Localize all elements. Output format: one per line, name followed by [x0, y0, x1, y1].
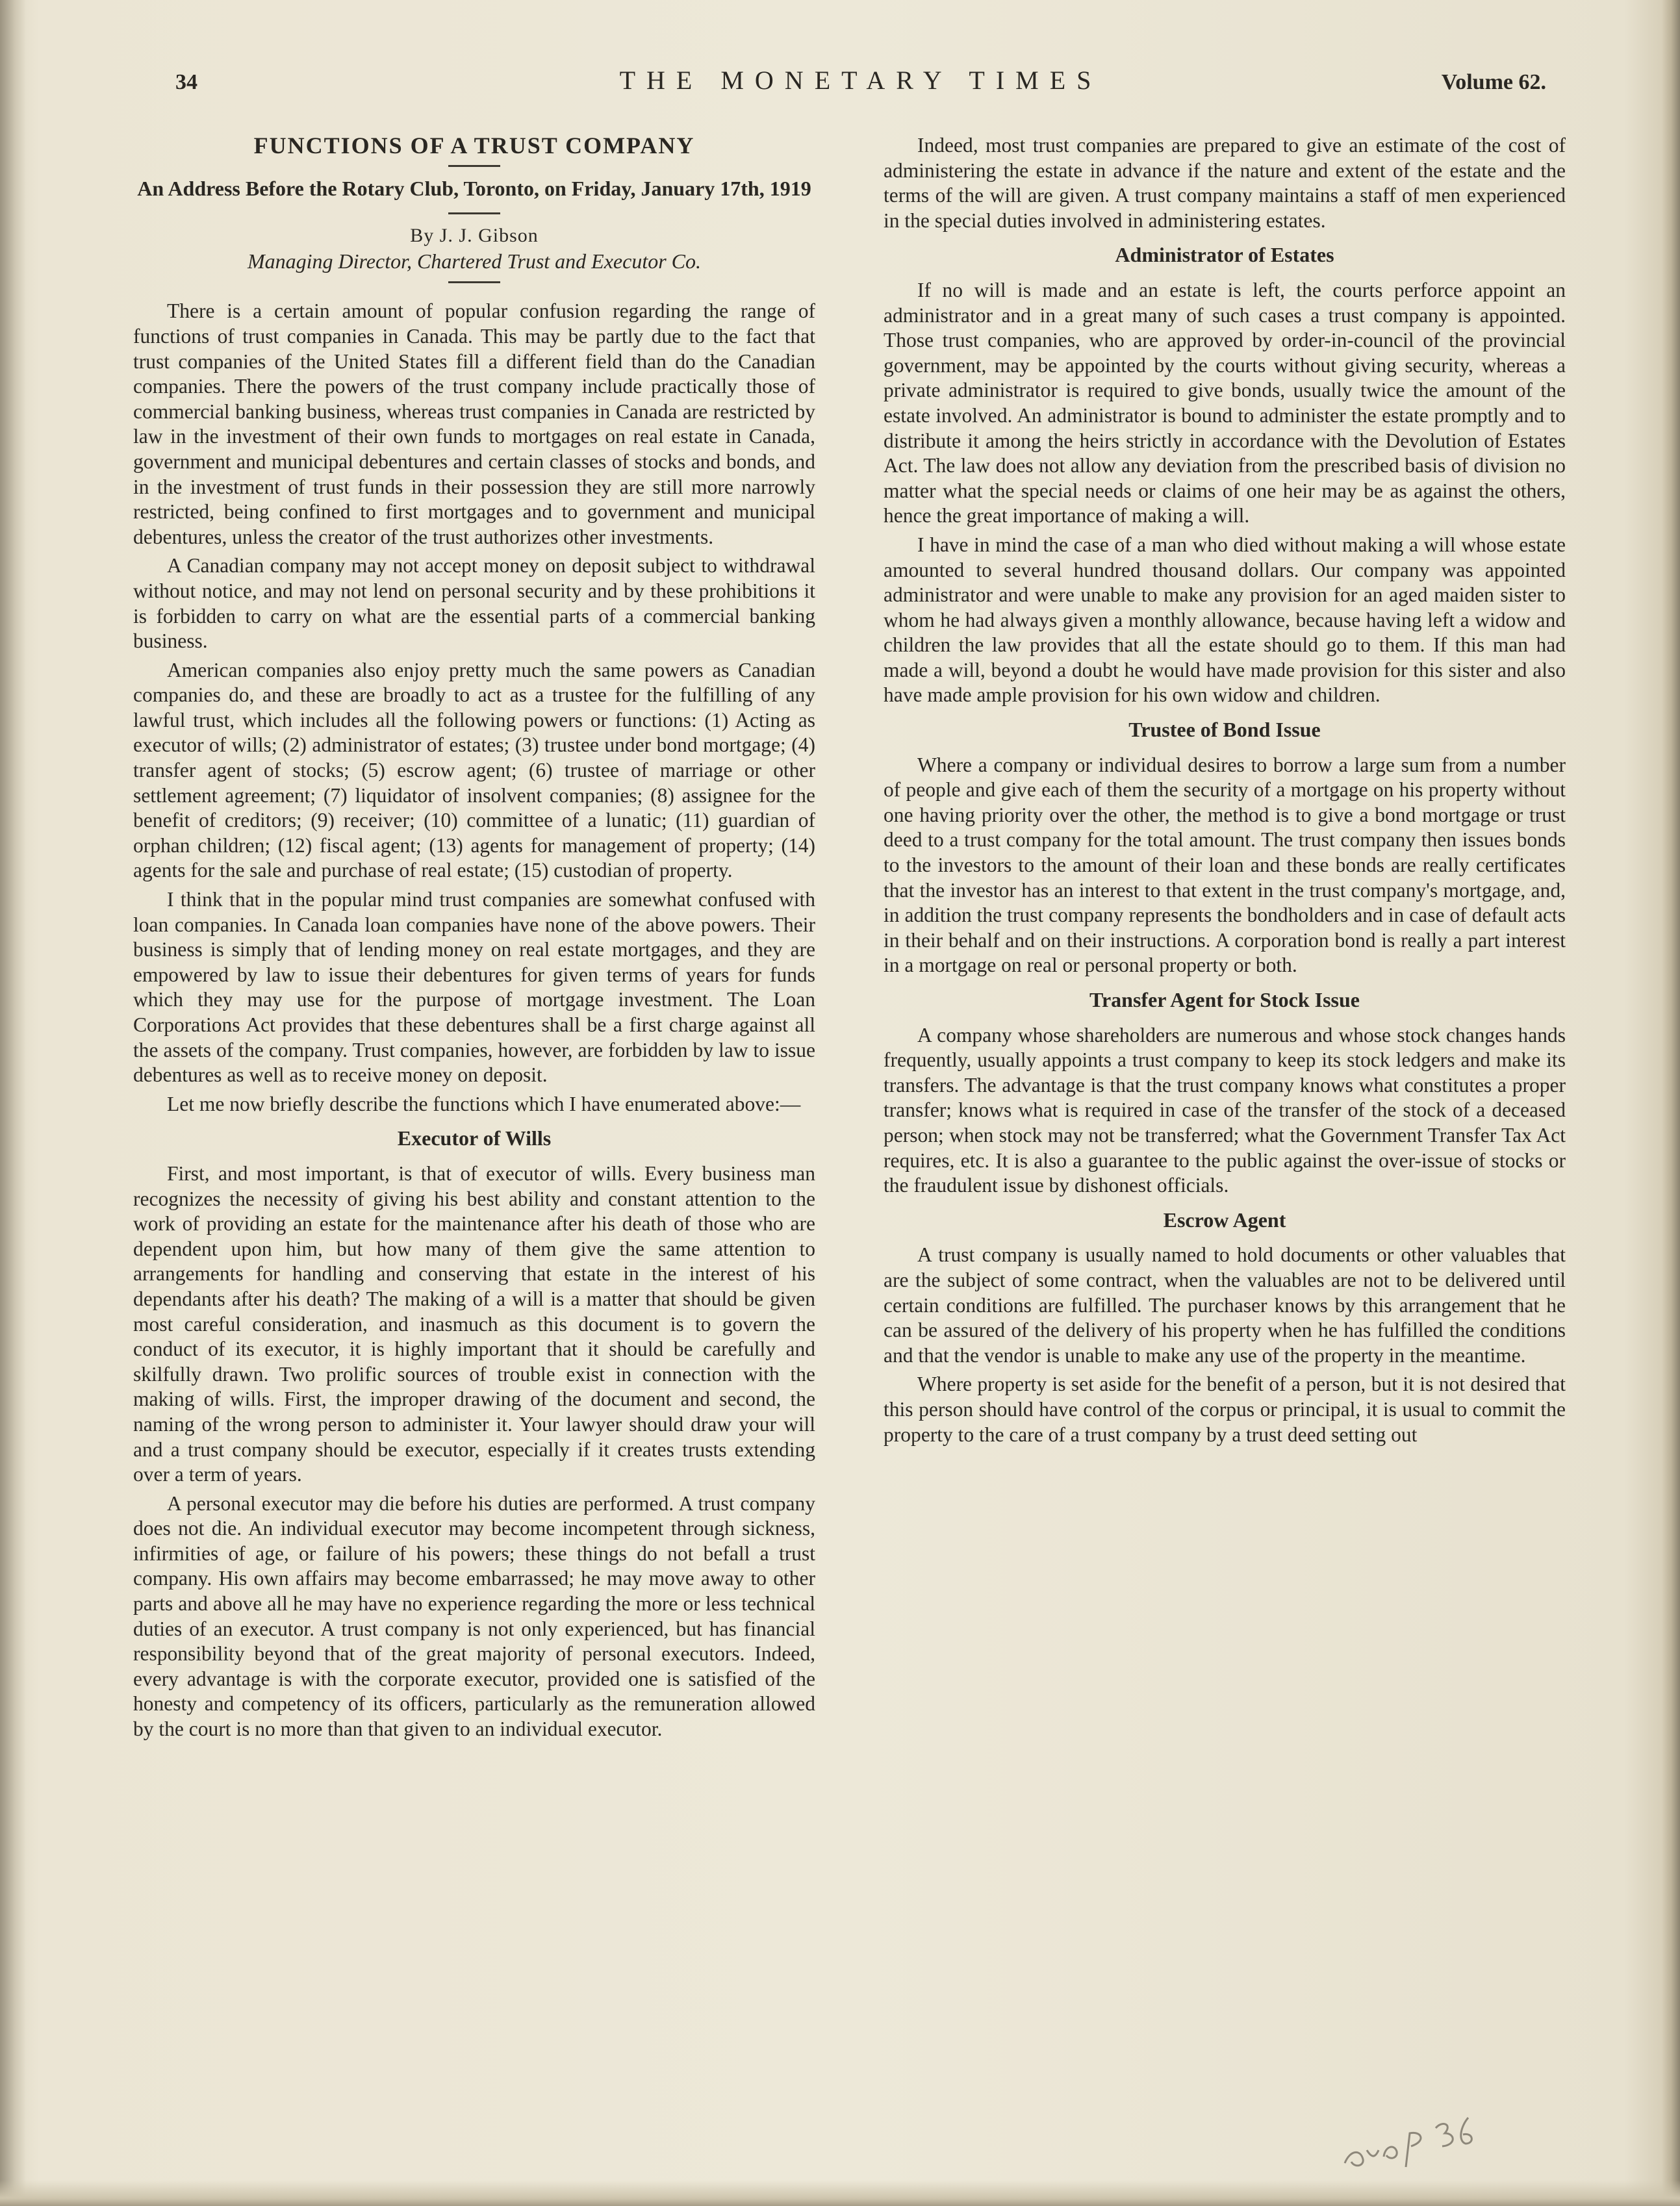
paragraph: A trust company is usually named to hold documents or other valuables that are the subject of some contract, when the valuables are not to be delivered until certain conditions are fulfilled. The purchaser knows by this arrangement that he can be assured of the delivery of his property when he has fulfilled the conditions and that the vendor is unable to make any use of the property in the meantime.	[884, 1243, 1566, 1367]
title-rule	[448, 165, 500, 167]
page-edge-bottom	[0, 2180, 1680, 2206]
paragraph: First, and most important, is that of executor of wills. Every business man recognizes the necessity of giving his best ability and constant attention to the work of providing an estate for the maintenance after his death of those who are dependent upon him, but how many of them give the same attention to arrangements for handling and conserving that estate in the interest of his dependants after his death? The making of a will is a matter that should be given most careful consideration, and inasmuch as this document is to govern the conduct of its executor, it is highly important that it should be carefully and skilfully drawn. Two prolific sources of trouble exist in connection with the making of wills. First, the improper drawing of the document and second, the naming of the wrong person to administer it. Your lawyer should draw your will and a trust company should be executor, especially if it creates trusts extending over a term of years.	[133, 1161, 815, 1486]
section-heading-administrator: Administrator of Estates	[1115, 243, 1334, 267]
section-heading-transfer-agent: Transfer Agent for Stock Issue	[1089, 988, 1360, 1011]
article-title: FUNCTIONS OF A TRUST COMPANY	[253, 133, 695, 158]
paragraph: Let me now briefly describe the functions which I have enumerated above:—	[167, 1092, 801, 1115]
author-byline: By J. J. Gibson	[410, 225, 539, 247]
article-subtitle: An Address Before the Rotary Club, Toronto, on Friday, January 17th, 1919	[137, 176, 811, 200]
handwritten-pencil-note	[1338, 2105, 1481, 2176]
paragraph: Indeed, most trust companies are prepared to give an estimate of the cost of administering the estate in advance if the nature and extent of the estate and the terms of the will are given. A trust company maintains a staff of men experienced in the special duties involved in administering estates.	[884, 134, 1566, 232]
section-heading-escrow: Escrow Agent	[1163, 1208, 1286, 1232]
section-heading-bond-trustee: Trustee of Bond Issue	[1128, 718, 1321, 742]
paragraph: I have in mind the case of a man who died without making a will whose estate amounted to several hundred thousand dollars. Our company was appointed administrator and were unable to make any provision for an aged maiden sister to whom he had always given a monthly allowance, because having left a widow and children the law provides that all the estate should go to them. If this man had made a will, beyond a doubt he would have made provision for this sister and also have made ample provision for his own widow and children.	[884, 533, 1566, 707]
paragraph: A personal executor may die before his duties are performed. A trust company does not die. An individual executor may become incompetent through sickness, infirmities of age, or failure of his powers; these things do not befall a trust company. His own affairs may become embarrassed; he may move away to other parts and above all he may have no experience regarding the more or less technical duties of an executor. A trust company is not only experienced, but has financial responsibility beyond that of the great majority of personal executors. Indeed, every advantage is with the corporate executor, provided one is satisfied of the honesty and competency of its officers, particularly as the remuneration allowed by the court is no more than that given to an individual executor.	[133, 1491, 815, 1741]
left-column	[133, 133, 815, 1746]
author-affiliation: Managing Director, Chartered Trust and Executor Co.	[247, 249, 702, 273]
paragraph: A company whose shareholders are numerous and whose stock changes hands frequently, usually appoints a trust company to keep its stock ledgers and make its transfers. The advantage is that the trust company knows what constitutes a proper transfer; knows what is required in case of the transfer of the stock of a deceased person; when stock may not be transferred; what the Government Transfer Tax Act requires, etc. It is also a guarantee to the public against the over-issue of stocks or the fraudulent issue by dishonest officials.	[884, 1023, 1566, 1197]
paragraph: There is a certain amount of popular confusion regarding the range of functions of trust companies in Canada. This may be partly due to the fact that trust companies of the United States fill a different field than do the Canadian companies. There the powers of the trust company include practically those of commercial banking business, whereas trust companies in Canada are restricted by law in the investment of their own funds to mortgages on real estate in Canada, government and municipal debentures and certain classes of stocks and bonds, and in the investment of trust funds in their possession they are still more narrowly restricted, being confined to first mortgages and to government and municipal debentures, unless the creator of the trust authorizes other investments.	[133, 299, 815, 548]
paragraph: I think that in the popular mind trust companies are somewhat confused with loan companies. In Canada loan companies have none of the above powers. Their business is simply that of lending money on real estate mortgages, and they are empowered by law to issue their debentures for given terms of years for funds which they may use for the purpose of mortgage investment. The Loan Corporations Act provides that these debentures shall be a first charge against all the assets of the company. Trust companies, however, are forbidden by law to issue debentures as well as to receive money on deposit.	[133, 888, 815, 1087]
paragraph: Where property is set aside for the benefit of a person, but it is not desired that this person should have control of the corpus or principal, it is usual to commit the property to the care of a trust company by a trust deed setting out	[884, 1373, 1566, 1446]
byline-rule	[448, 281, 500, 283]
paragraph: If no will is made and an estate is left, the courts perforce appoint an administrator and in a great many of such cases a trust company is appointed. Those trust companies, who are approved by order-in-council of the provincial government, may be appointed by the courts without giving security, whereas a private administrator is required to give bonds, usually twice the amount of the estate involved. An administrator is bound to administer the estate promptly and to distribute it among the heirs strictly in accordance with the Devolution of Estates Act. The law does not allow any deviation from the prescribed basis of division no matter what the special needs or claims of one heir may be as against the others, hence the great importance of making a will.	[884, 278, 1566, 527]
paragraph: Where a company or individual desires to borrow a large sum from a number of people and give each of them the security of a mortgage on his property without one having priority over the other, the method is to give a bond mortgage or trust deed to a trust company for the total amount. The trust company then issues bonds to the investors to the amount of their loan and these bonds are really certificates that the investor has an interest to that extent in the trust company's mortgage, and, in addition the trust company represents the bondholders and in case of default acts in their behalf and on their instructions. A corporation bond is really a part interest in a mortgage on real or personal property or both.	[884, 753, 1566, 977]
journal-title: THE MONETARY TIMES	[619, 66, 1102, 95]
volume-label: Volume 62.	[1441, 70, 1546, 94]
paragraph: A Canadian company may not accept money on deposit subject to withdrawal without notice, and may not lend on personal security and by these prohibitions it is forbidden to carry on what are the essential parts of a commercial banking business.	[133, 554, 815, 653]
subtitle-rule	[448, 212, 500, 214]
running-header	[175, 65, 1546, 104]
page-edge-right	[1662, 0, 1680, 2206]
binding-shadow	[0, 0, 26, 2206]
right-column	[884, 133, 1566, 1451]
section-heading-executor: Executor of Wills	[397, 1126, 552, 1150]
paragraph: American companies also enjoy pretty much the same powers as Canadian companies do, and these are broadly to act as a trustee for the fulfilling of any lawful trust, which includes all the following powers or functions: (1) Acting as executor of wills; (2) administrator of estates; (3) trustee under bond mortgage; (4) transfer agent of stocks; (5) escrow agent; (6) trustee of marriage or other settlement agreement; (7) liquidator of insolvent companies; (8) assignee for the benefit of creditors; (9) receiver; (10) committee of a lunatic; (11) guardian of orphan children; (12) fiscal agent; (13) agents for management of property; (14) agents for the sale and purchase of real estate; (15) custodian of property.	[133, 658, 815, 882]
page-number: 34	[175, 70, 197, 94]
pencil-scribble-icon	[1338, 2105, 1481, 2176]
